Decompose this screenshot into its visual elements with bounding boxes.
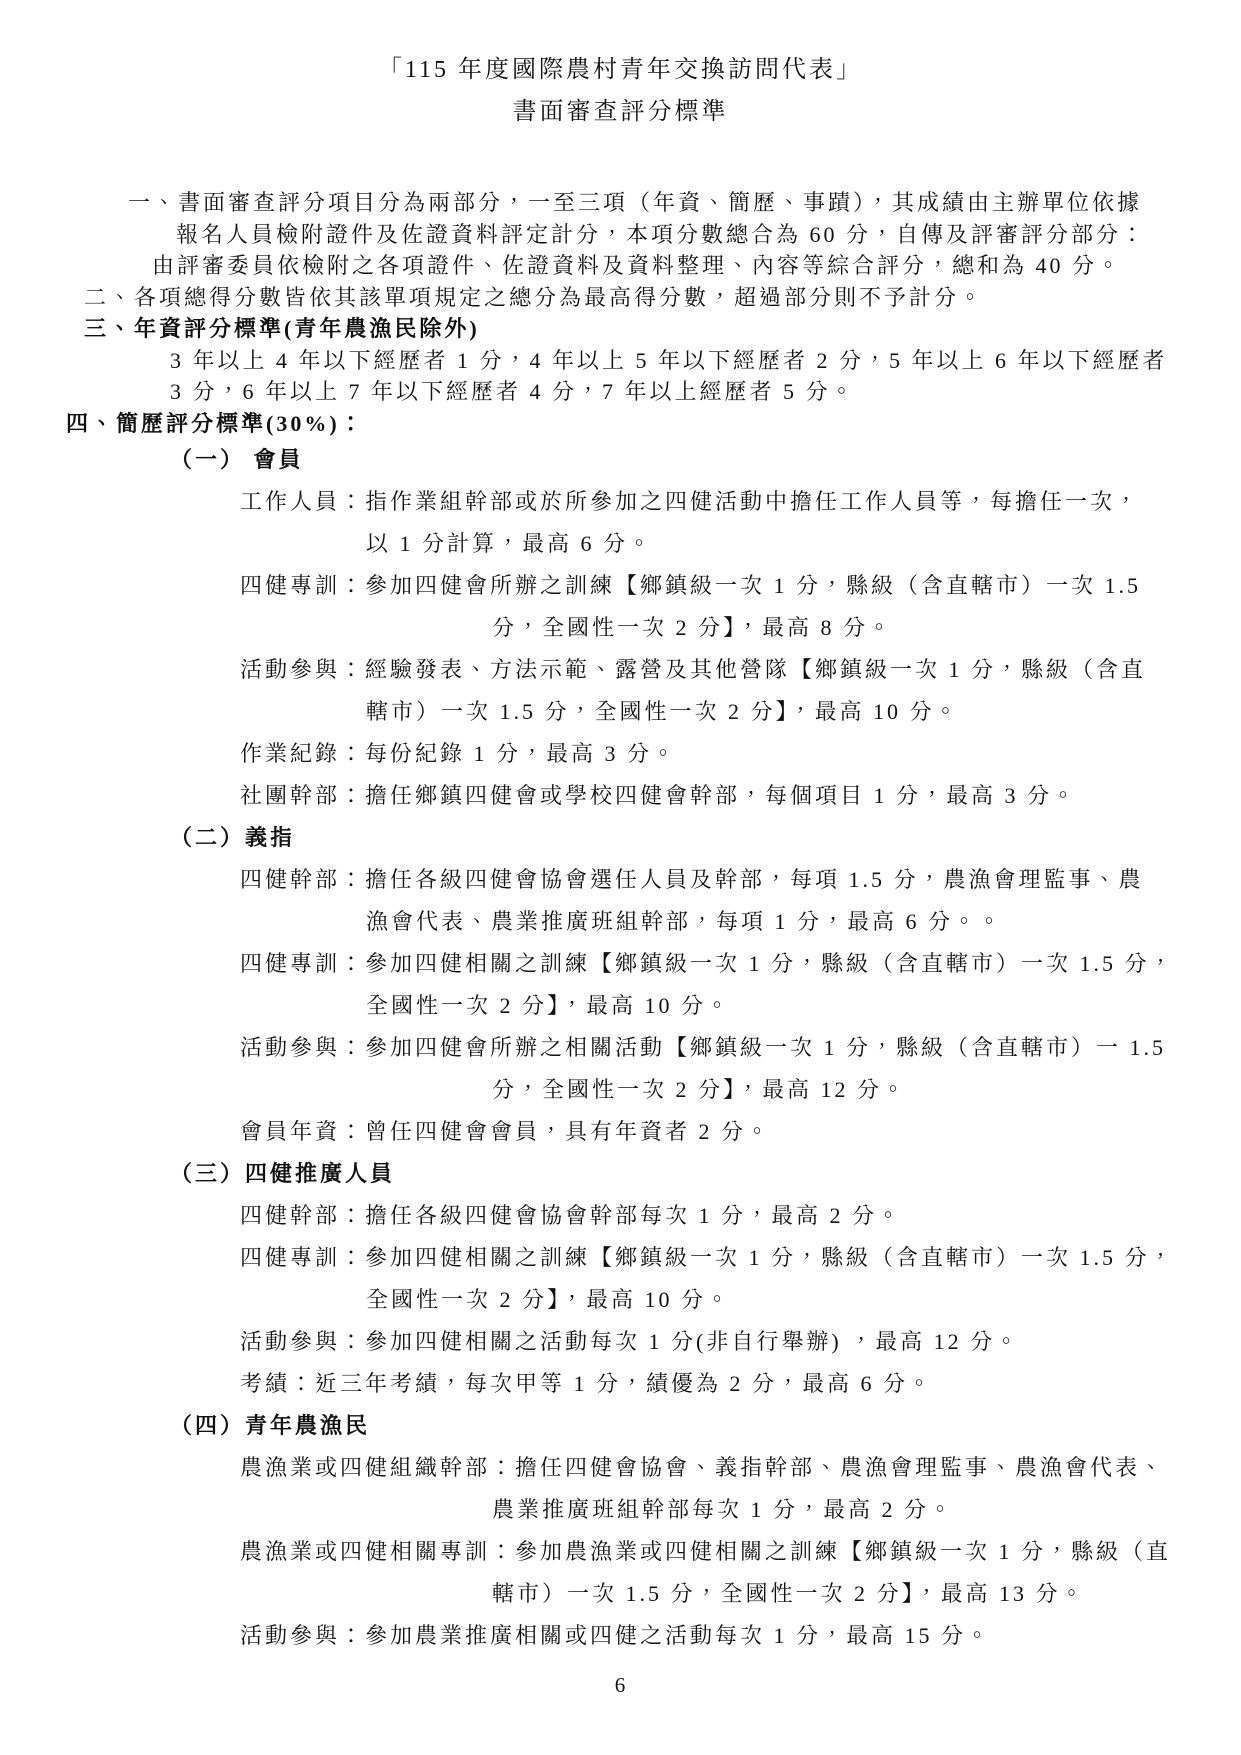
volunteer-activity-cont: 分，全國性一次 2 分】，最高 12 分。 [492, 1077, 908, 1102]
item-four-heading: 四、簡歷評分標準(30%)： [66, 410, 365, 436]
farmers-officer-line: 農漁業或四健組織幹部：擔任四健會協會、義指幹部、農漁會理監事、農漁會代表、 [240, 1455, 1166, 1480]
volunteer-officer-cont: 漁會代表、農業推廣班組幹部，每項 1 分，最高 6 分。。 [366, 909, 1004, 934]
section-young-farmers-heading: （四）青年農漁民 [170, 1413, 371, 1438]
member-activity-cont: 轄市）一次 1.5 分，全國性一次 2 分】，最高 10 分。 [366, 699, 960, 724]
section-extension-heading: （三）四健推廣人員 [170, 1161, 396, 1186]
doc-title-line2: 書面審查評分標準 [512, 99, 729, 125]
item-one-line1: 一、書面審查評分項目分為兩部分，一至三項（年資、簡歷、事蹟），其成績由主辦單位依據 [128, 190, 1143, 215]
volunteer-seniority-line: 會員年資：曾任四健會會員，具有年資者 2 分。 [240, 1119, 772, 1144]
extension-activity-line: 活動參與：參加四健相關之活動每次 1 分(非自行舉辦) ，最高 12 分。 [240, 1329, 1021, 1354]
member-records-line: 作業紀錄：每份紀錄 1 分，最高 3 分。 [240, 741, 678, 766]
item-three-line1: 3 年以上 4 年以下經歷者 1 分，4 年以上 5 年以下經歷者 2 分，5 年以上 6 年以下經歷者 [170, 347, 1168, 373]
resume-criteria-outline [0, 439, 1241, 1657]
volunteer-training-line: 四健專訓：參加四健相關之訓練【鄉鎮級一次 1 分，縣級（含直轄市）一次 1.5 分， [240, 951, 1175, 976]
item-three-heading: 三、年資評分標準(青年農漁民除外) [84, 316, 480, 341]
extension-appraisal-line: 考績：近三年考績，每次甲等 1 分，績優為 2 分，最高 6 分。 [240, 1371, 934, 1396]
farmers-training-line: 農漁業或四健相關專訓：參加農漁業或四健相關之訓練【鄉鎮級一次 1 分，縣級（直 [240, 1539, 1172, 1564]
page-number: 6 [614, 1673, 627, 1697]
doc-title-line1: 「115 年度國際農村青年交換訪問代表」 [377, 57, 864, 83]
member-training-cont: 分，全國性一次 2 分】，最高 8 分。 [492, 615, 894, 640]
member-staff-line: 工作人員：指作業組幹部或於所參加之四健活動中擔任工作人員等，每擔任一次， [240, 489, 1141, 514]
item-two-line1: 二、各項總得分數皆依其該單項規定之總分為最高得分數，超過部分則不予計分。 [84, 284, 985, 310]
member-staff-cont: 以 1 分計算，最高 6 分。 [366, 531, 654, 556]
farmers-activity-line: 活動參與：參加農業推廣相關或四健之活動每次 1 分，最高 15 分。 [240, 1623, 992, 1648]
extension-training-line: 四健專訓：參加四健相關之訓練【鄉鎮級一次 1 分，縣級（含直轄市）一次 1.5 分， [240, 1245, 1175, 1270]
volunteer-activity-line: 活動參與：參加四健會所辦之相關活動【鄉鎮級一次 1 分，縣級（含直轄市）一 1.5 [240, 1035, 1167, 1060]
farmers-training-cont: 轄市）一次 1.5 分，全國性一次 2 分】，最高 13 分。 [492, 1581, 1086, 1606]
item-one-line3: 由評審委員依檢附之各項證件、佐證資料及資料整理、內容等綜合評分，總和為 40 分。 [152, 253, 1123, 278]
intro-items [0, 187, 1241, 439]
member-club-officer-line: 社團幹部：擔任鄉鎮四健會或學校四健會幹部，每個項目 1 分，最高 3 分。 [240, 783, 1078, 808]
section-volunteer-heading: （二）義指 [170, 825, 296, 850]
extension-officer-line: 四健幹部：擔任各級四健會協會幹部每次 1 分，最高 2 分。 [240, 1203, 903, 1228]
section-member-heading: （一） 會員 [170, 447, 304, 472]
extension-training-cont: 全國性一次 2 分】，最高 10 分。 [366, 1287, 732, 1312]
member-activity-line: 活動參與：經驗發表、方法示範、露營及其他營隊【鄉鎮級一次 1 分，縣級（含直 [240, 657, 1147, 682]
volunteer-training-cont: 全國性一次 2 分】，最高 10 分。 [366, 993, 732, 1018]
item-one-line2: 報名人員檢附證件及佐證資料評定計分，本項分數總合為 60 分，自傳及評審評分部分： [176, 221, 1147, 247]
volunteer-officer-line: 四健幹部：擔任各級四健會協會選任人員及幹部，每項 1.5 分，農漁會理監事、農 [240, 867, 1144, 892]
member-training-line: 四健專訓：參加四健會所辦之訓練【鄉鎮級一次 1 分，縣級（含直轄市）一次 1.5 [240, 573, 1142, 598]
item-three-line2: 3 分，6 年以上 7 年以下經歷者 4 分，7 年以上經歷者 5 分。 [170, 379, 856, 404]
farmers-officer-cont: 農業推廣班組幹部每次 1 分，最高 2 分。 [492, 1497, 955, 1522]
